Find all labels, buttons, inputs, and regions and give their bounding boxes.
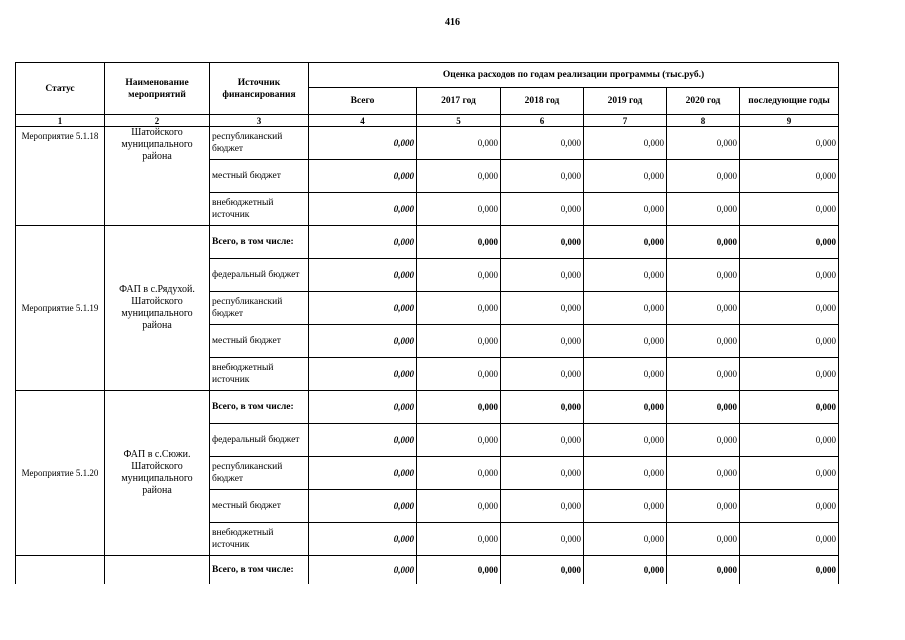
year-value-cell: 0,000: [740, 160, 839, 193]
year-value-cell: 0,000: [667, 358, 740, 391]
funding-source-cell: Всего, в том числе:: [210, 556, 309, 585]
funding-source-cell: местный бюджет: [210, 160, 309, 193]
year-value-cell: 0,000: [584, 325, 667, 358]
funding-source-cell: Всего, в том числе:: [210, 391, 309, 424]
year-value-cell: 0,000: [740, 523, 839, 556]
col-number: 8: [667, 115, 740, 127]
year-value-cell: 0,000: [501, 424, 584, 457]
table-body: [16, 127, 839, 585]
funding-source-cell: Всего, в том числе:: [210, 226, 309, 259]
measure-name-cell: ФАП в с.Сюжи. Шатойского муниципального района: [105, 391, 210, 556]
table-row: [16, 391, 839, 424]
year-value-cell: 0,000: [667, 523, 740, 556]
year-value-cell: 0,000: [584, 358, 667, 391]
year-value-cell: 0,000: [667, 424, 740, 457]
col-number: 7: [584, 115, 667, 127]
year-value-cell: 0,000: [584, 160, 667, 193]
year-value-cell: 0,000: [417, 325, 501, 358]
funding-source-cell: республиканский бюджет: [210, 292, 309, 325]
year-value-cell: 0,000: [501, 259, 584, 292]
table-row: [16, 127, 839, 160]
total-value-cell: 0,000: [309, 523, 417, 556]
table-row: [16, 226, 839, 259]
header-source: Источник финансирования: [210, 63, 309, 115]
year-value-cell: 0,000: [417, 226, 501, 259]
year-value-cell: 0,000: [584, 556, 667, 585]
year-value-cell: 0,000: [501, 490, 584, 523]
year-value-cell: 0,000: [584, 292, 667, 325]
funding-source-cell: местный бюджет: [210, 325, 309, 358]
year-value-cell: 0,000: [584, 457, 667, 490]
total-value-cell: 0,000: [309, 127, 417, 160]
year-value-cell: 0,000: [417, 457, 501, 490]
col-number: 9: [740, 115, 839, 127]
funding-source-cell: внебюджетный источник: [210, 358, 309, 391]
status-cell: Мероприятие 5.1.18: [16, 127, 105, 226]
status-cell: Мероприятие 5.1.20: [16, 391, 105, 556]
funding-source-cell: республиканский бюджет: [210, 127, 309, 160]
year-value-cell: 0,000: [501, 127, 584, 160]
year-value-cell: 0,000: [667, 457, 740, 490]
year-value-cell: 0,000: [740, 127, 839, 160]
measure-name-cell: ФАП в с.Рядухой. Шатойского муниципального района: [105, 226, 210, 391]
year-value-cell: 0,000: [740, 292, 839, 325]
year-value-cell: 0,000: [584, 391, 667, 424]
year-value-cell: 0,000: [740, 193, 839, 226]
year-value-cell: 0,000: [501, 457, 584, 490]
year-value-cell: 0,000: [667, 325, 740, 358]
header-name: Наименование мероприятий: [105, 63, 210, 115]
year-value-cell: 0,000: [584, 424, 667, 457]
year-value-cell: 0,000: [417, 523, 501, 556]
year-value-cell: 0,000: [584, 490, 667, 523]
year-value-cell: 0,000: [667, 391, 740, 424]
year-value-cell: 0,000: [667, 556, 740, 585]
year-value-cell: 0,000: [740, 490, 839, 523]
col-number: 3: [210, 115, 309, 127]
year-value-cell: 0,000: [417, 259, 501, 292]
year-value-cell: 0,000: [417, 424, 501, 457]
year-value-cell: 0,000: [417, 556, 501, 585]
total-value-cell: 0,000: [309, 160, 417, 193]
status-cell: [16, 556, 105, 585]
status-cell: Мероприятие 5.1.19: [16, 226, 105, 391]
funding-source-cell: федеральный бюджет: [210, 424, 309, 457]
total-value-cell: 0,000: [309, 556, 417, 585]
year-value-cell: 0,000: [667, 292, 740, 325]
total-value-cell: 0,000: [309, 457, 417, 490]
header-status: Статус: [16, 63, 105, 115]
year-value-cell: 0,000: [740, 424, 839, 457]
year-value-cell: 0,000: [667, 193, 740, 226]
year-value-cell: 0,000: [740, 556, 839, 585]
col-number: 4: [309, 115, 417, 127]
total-value-cell: 0,000: [309, 490, 417, 523]
year-value-cell: 0,000: [740, 457, 839, 490]
year-value-cell: 0,000: [501, 325, 584, 358]
year-value-cell: 0,000: [584, 226, 667, 259]
total-value-cell: 0,000: [309, 292, 417, 325]
col-number: 6: [501, 115, 584, 127]
year-value-cell: 0,000: [740, 391, 839, 424]
header-2017: 2017 год: [417, 88, 501, 115]
year-value-cell: 0,000: [740, 226, 839, 259]
total-value-cell: 0,000: [309, 424, 417, 457]
year-value-cell: 0,000: [501, 193, 584, 226]
total-value-cell: 0,000: [309, 325, 417, 358]
total-value-cell: 0,000: [309, 391, 417, 424]
year-value-cell: 0,000: [501, 160, 584, 193]
year-value-cell: 0,000: [584, 259, 667, 292]
funding-source-cell: местный бюджет: [210, 490, 309, 523]
total-value-cell: 0,000: [309, 226, 417, 259]
year-value-cell: 0,000: [584, 127, 667, 160]
measure-name-cell: [105, 556, 210, 585]
year-value-cell: 0,000: [417, 160, 501, 193]
year-value-cell: 0,000: [417, 391, 501, 424]
year-value-cell: 0,000: [667, 259, 740, 292]
year-value-cell: 0,000: [667, 127, 740, 160]
header-total: Всего: [309, 88, 417, 115]
year-value-cell: 0,000: [501, 292, 584, 325]
year-value-cell: 0,000: [501, 358, 584, 391]
header-2018: 2018 год: [501, 88, 584, 115]
header-estimate: Оценка расходов по годам реализации программы (тыс.руб.): [309, 63, 839, 88]
col-number: 1: [16, 115, 105, 127]
funding-source-cell: внебюджетный источник: [210, 523, 309, 556]
column-numbers-row: [16, 115, 839, 127]
year-value-cell: 0,000: [740, 358, 839, 391]
header-later-years: последующие годы: [740, 88, 839, 115]
total-value-cell: 0,000: [309, 259, 417, 292]
total-value-cell: 0,000: [309, 358, 417, 391]
year-value-cell: 0,000: [417, 127, 501, 160]
year-value-cell: 0,000: [584, 523, 667, 556]
funding-source-cell: внебюджетный источник: [210, 193, 309, 226]
year-value-cell: 0,000: [667, 226, 740, 259]
year-value-cell: 0,000: [740, 325, 839, 358]
table-row: [16, 556, 839, 585]
col-number: 5: [417, 115, 501, 127]
year-value-cell: 0,000: [740, 259, 839, 292]
header-2019: 2019 год: [584, 88, 667, 115]
year-value-cell: 0,000: [417, 193, 501, 226]
year-value-cell: 0,000: [667, 160, 740, 193]
year-value-cell: 0,000: [667, 490, 740, 523]
year-value-cell: 0,000: [417, 292, 501, 325]
page-number: 416: [445, 17, 460, 28]
funding-source-cell: республиканский бюджет: [210, 457, 309, 490]
year-value-cell: 0,000: [501, 556, 584, 585]
measure-name-cell: Шатойского муниципального района: [105, 127, 210, 226]
year-value-cell: 0,000: [501, 391, 584, 424]
year-value-cell: 0,000: [417, 358, 501, 391]
col-number: 2: [105, 115, 210, 127]
year-value-cell: 0,000: [417, 490, 501, 523]
expenses-table: [15, 62, 839, 584]
total-value-cell: 0,000: [309, 193, 417, 226]
header-2020: 2020 год: [667, 88, 740, 115]
year-value-cell: 0,000: [584, 193, 667, 226]
year-value-cell: 0,000: [501, 226, 584, 259]
funding-source-cell: федеральный бюджет: [210, 259, 309, 292]
year-value-cell: 0,000: [501, 523, 584, 556]
